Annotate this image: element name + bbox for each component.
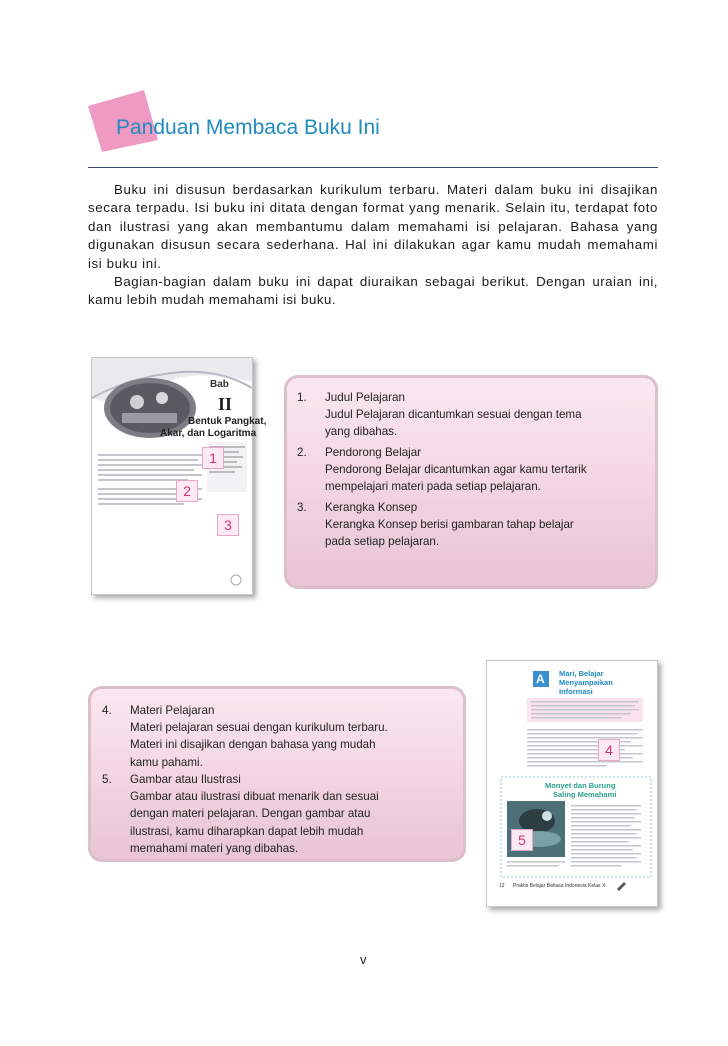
item-5-heading: Gambar atau Ilustrasi xyxy=(130,773,241,786)
item-5-number: 5. xyxy=(102,773,112,786)
intro-paragraph-1: Buku ini disusun berdasarkan kurikulum terbaru. Materi dalam buku ini disajikan secara terpadu. Isi buku ini ditata dengan format yang menarik. Selain itu, terdapat foto dan ilustrasi yang akan membantumu dalam memahami isi pelajaran. Bahasa yang digunakan disusun secara sederhana. Hal ini dilakukan agar kamu mudah memahami isi buku ini. xyxy=(88,182,658,271)
item-2-line-2: mempelajari materi pada setiap pelajaran. xyxy=(325,480,541,494)
callout-marker-3: 3 xyxy=(217,514,239,536)
callout-marker-2: 2 xyxy=(176,480,198,502)
item-3-line-1: Kerangka Konsep berisi gambaran tahap belajar xyxy=(325,518,574,532)
page-number: v xyxy=(360,952,367,967)
pencil-icon xyxy=(615,879,627,891)
lesson-section-title-3: Informasi xyxy=(559,687,593,696)
item-4-number: 4. xyxy=(102,704,112,717)
chapter-bab-number: II xyxy=(218,394,233,414)
lesson-section-title-2: Menyampaikan xyxy=(559,678,613,687)
chapter-bab-label: Bab xyxy=(210,379,229,390)
item-5-line-4: memahami materi yang dibahas. xyxy=(130,841,299,855)
callout-marker-5: 5 xyxy=(511,829,533,851)
lesson-section-title-1: Mari, Belajar xyxy=(559,669,604,678)
lesson-footer-page: 12 xyxy=(499,883,505,889)
item-1-number: 1. xyxy=(297,391,307,404)
lesson-footer-text: Praktis Belajar Bahasa Indonesia Kelas X xyxy=(513,883,606,889)
callout-marker-4: 4 xyxy=(598,739,620,761)
item-5-line-2: dengan materi pelajaran. Dengan gambar atau xyxy=(130,807,371,821)
chapter-title-line-1: Bentuk Pangkat, xyxy=(188,416,267,427)
chapter-title-line-2: Akar, dan Logaritma xyxy=(160,428,257,439)
item-3-number: 3. xyxy=(297,501,307,514)
item-4-line-2: Materi ini disajikan dengan bahasa yang mudah xyxy=(130,738,376,752)
item-4-line-3: kamu pahami. xyxy=(130,755,203,769)
item-3-line-2: pada setiap pelajaran. xyxy=(325,535,440,549)
item-1-line-1: Judul Pelajaran dicantumkan sesuai dengan tema xyxy=(325,408,582,422)
lesson-box-title-2: Saling Memahami xyxy=(553,790,617,799)
item-2-heading: Pendorong Belajar xyxy=(325,446,422,459)
book-thumbnail-chapter xyxy=(91,357,267,595)
lesson-section-letter: A xyxy=(536,672,545,686)
item-2-number: 2. xyxy=(297,446,307,459)
item-1-line-2: yang dibahas. xyxy=(325,425,398,439)
item-3-heading: Kerangka Konsep xyxy=(325,501,418,514)
intro-text xyxy=(88,181,658,310)
item-5-line-3: ilustrasi, kamu diharapkan dapat lebih mudah xyxy=(130,824,364,838)
item-4-heading: Materi Pelajaran xyxy=(130,704,215,717)
intro-paragraph-2: Bagian-bagian dalam buku ini dapat diuraikan sebagai berikut. Dengan uraian ini, kamu lebih mudah memahami isi buku. xyxy=(88,274,658,308)
page-title: Panduan Membaca Buku Ini xyxy=(116,116,380,139)
item-4-line-1: Materi pelajaran sesuai dengan kurikulum terbaru. xyxy=(130,721,388,735)
item-2-line-1: Pendorong Belajar dicantumkan agar kamu tertarik xyxy=(325,463,587,477)
item-5-line-1: Gambar atau ilustrasi dibuat menarik dan sesuai xyxy=(130,790,379,804)
callout-marker-1: 1 xyxy=(202,447,224,469)
title-rule xyxy=(88,167,658,168)
book-thumbnail-lesson xyxy=(486,660,658,907)
item-1-heading: Judul Pelajaran xyxy=(325,391,405,404)
lesson-box-title-1: Monyet dan Burung xyxy=(545,781,616,790)
